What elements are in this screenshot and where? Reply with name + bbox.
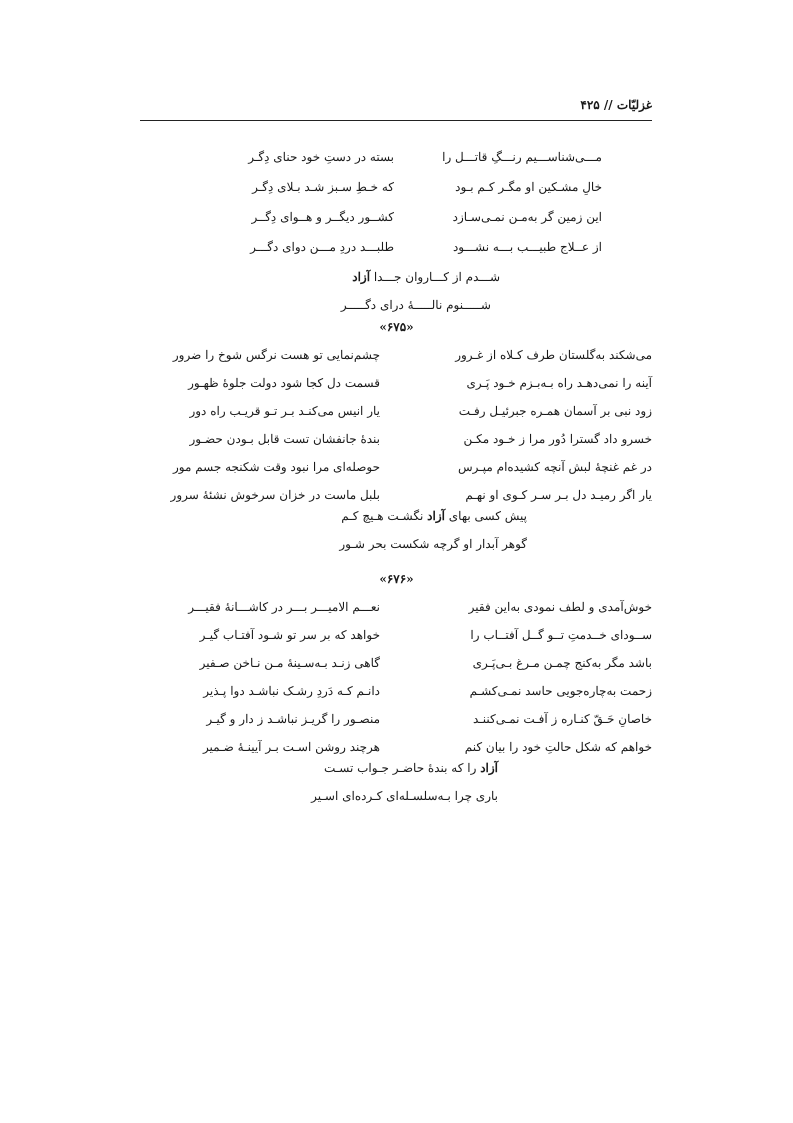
ghazal-number: «۶۷۵» [379,320,414,334]
first-hemistich: زود نبی بر آسمان همـره جبرئیـل رفـت [458,404,652,418]
ghazal-number: «۶۷۶» [379,572,414,586]
couplet [140,596,652,618]
couplet [140,372,652,394]
closing-text: شـــدم از کـــاروان جـــدا [370,270,500,284]
first-hemistich: مـــی‌شناســـیم رنـــگِ قاتـــل را [442,150,602,164]
couplet [140,456,652,478]
closing-text: نگشـت هـیچ کـم [341,509,428,523]
running-title: غزلیّات // ۴۲۵ [580,98,652,112]
second-hemistich: منصـور را گریـز نباشـد ز دار و گیـر [206,712,380,726]
second-hemistich: بسته در دستِ خود حنای دِگـر [248,150,394,164]
second-hemistich: چشم‌نمایی تو هست نرگس شوخ را ضرور [172,348,380,362]
closing-text: باری چرا بـه‌سلسـله‌ای کـرده‌ای اسـیر [311,789,498,803]
couplet [140,428,652,450]
closing-text: گوهر آبدار او گرچه شکست بحر شـور [339,537,527,551]
first-hemistich: باشد مگر به‌کنج چمـن مـرغ بـی‌پَـری [472,656,652,670]
first-hemistich: در غم غنچهٔ لبش آنچه کشیده‌ام مپـرس [457,460,652,474]
closing-text: پیش کسی بهای [444,509,527,523]
closing-hemistich [352,266,500,288]
couplet [140,484,652,506]
first-hemistich: خواهم که شکل حالتِ خود را بیان کنم [464,740,652,754]
closing-hemistich [341,294,491,316]
closing-text: شـــــنوم نالـــــهٔ درای دگـــــر [340,298,491,312]
first-hemistich: خسرو داد گسترا دُور مرا ز خـود مکـن [463,432,652,446]
second-hemistich: دانـم کـه دَردِ رشـک نباشـد دوا پـذیر [203,684,380,698]
couplet [140,176,652,198]
poet-name: آزاد [427,509,445,523]
closing-hemistich [341,505,527,527]
couplet [140,146,652,168]
second-hemistich: بندهٔ جانفشان تست قابل بـودن حضـور [189,432,380,446]
poet-name: آزاد [480,761,498,775]
couplet [140,652,652,674]
first-hemistich: ســودای خــدمتِ تــو گــل آفتــاب را [470,628,652,642]
couplet [140,344,652,366]
header-rule [140,120,652,121]
closing-hemistich [324,757,498,779]
closing-text: را که بندهٔ حاضـر جـواب تسـت [323,761,481,775]
second-hemistich: هرچند روشن اسـت بـر آیینـهٔ ضـمیر [202,740,380,754]
couplet [140,708,652,730]
second-hemistich: که خـطِ سـبز شـد بـلای دِگـر [252,180,394,194]
couplet [140,624,652,646]
first-hemistich: خالِ مشـکین او مگـر کـم بـود [455,180,602,194]
first-hemistich: خاصانِ حَـقّ کنـاره ز آفـت نمـی‌کننـد [472,712,652,726]
closing-hemistich [339,533,527,555]
second-hemistich: یار انیس می‌کنـد بـر تـو قریـب راه دور [189,404,380,418]
first-hemistich: می‌شکند به‌گلستان طرف کـلاه از غـرور [455,348,652,362]
second-hemistich: حوصله‌ای مرا نبود وقت شکنجه جسم مور [172,460,380,474]
couplet [140,400,652,422]
first-hemistich: زحمت به‌چاره‌جویی حاسد نمـی‌کشـم [469,684,652,698]
first-hemistich: از عــلاج طبیـــب بـــه نشـــود [452,240,602,254]
couplet [140,236,652,258]
first-hemistich: خوش‌آمدی و لطف نمودی به‌این فقیر [468,600,652,614]
first-hemistich: آینه را نمی‌دهـد راه بـه‌بـزم خـود پَـری [466,376,652,390]
second-hemistich: گاهی زنـد بـه‌سـینهٔ مـن نـاخن صـفیر [199,656,380,670]
couplet [140,206,652,228]
second-hemistich: نعـــم الامیـــر بـــر در کاشـــانهٔ فقیـــر [188,600,380,614]
poet-name: آزاد [352,270,371,284]
closing-hemistich [311,785,498,807]
couplet [140,680,652,702]
second-hemistich: بلبل ماست در خزان سرخوش نشئهٔ سرور [170,488,380,502]
second-hemistich: کشــور دیگــر و هــوای دِگــر [251,210,394,224]
first-hemistich: یار اگر رمیـد دل بـر سـر کـوی او نهـم [465,488,652,502]
second-hemistich: خواهد که بر سر تو شـود آفتـاب گیـر [199,628,380,642]
second-hemistich: قسمت دل کجا شود دولت جلوهٔ ظهـور [188,376,380,390]
couplet [140,736,652,758]
second-hemistich: طلبـــد دردِ مـــن دوای دگـــر [250,240,394,254]
page-header [140,96,652,120]
first-hemistich: این زمین گر به‌مـن نمـی‌سـازد [452,210,602,224]
